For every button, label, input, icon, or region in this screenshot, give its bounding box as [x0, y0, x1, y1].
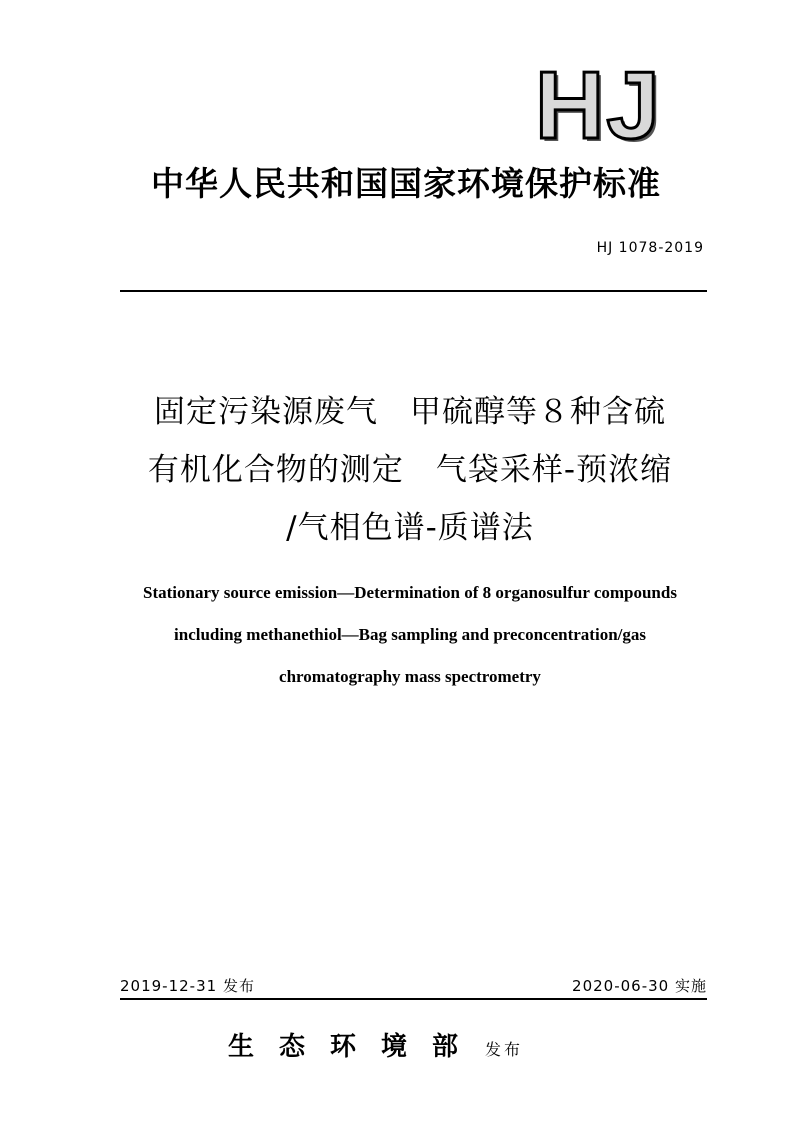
chinese-title-line-3: /气相色谱-质谱法 [286, 510, 534, 546]
bottom-divider [120, 998, 707, 1000]
standard-number: HJ 1078-2019 [596, 240, 704, 256]
publisher-suffix: 发布 [485, 1040, 524, 1059]
standard-organization-title: 中华人民共和国国家环境保护标准 [151, 164, 661, 203]
effective-date: 2020-06-30 实施 [572, 977, 707, 995]
top-divider [120, 290, 707, 292]
english-title-line-1: Stationary source emission—Determination of 8 organosulfur compounds [143, 583, 677, 602]
chinese-title [60, 383, 760, 557]
english-title [40, 572, 780, 698]
chinese-title-line-2: 有机化合物的测定 气袋采样-预浓缩 [147, 452, 673, 488]
issue-date: 2019-12-31 发布 [120, 977, 255, 995]
publisher [228, 1026, 523, 1063]
chinese-title-line-1: 固定污染源废气 甲硫醇等８种含硫 [154, 394, 666, 430]
english-title-line-3: chromatography mass spectrometry [279, 667, 541, 686]
hj-logo: HJ [535, 52, 662, 159]
publisher-name: 生态环境部 [228, 1032, 484, 1062]
english-title-line-2: including methanethiol—Bag sampling and preconcentration/gas [174, 625, 646, 644]
